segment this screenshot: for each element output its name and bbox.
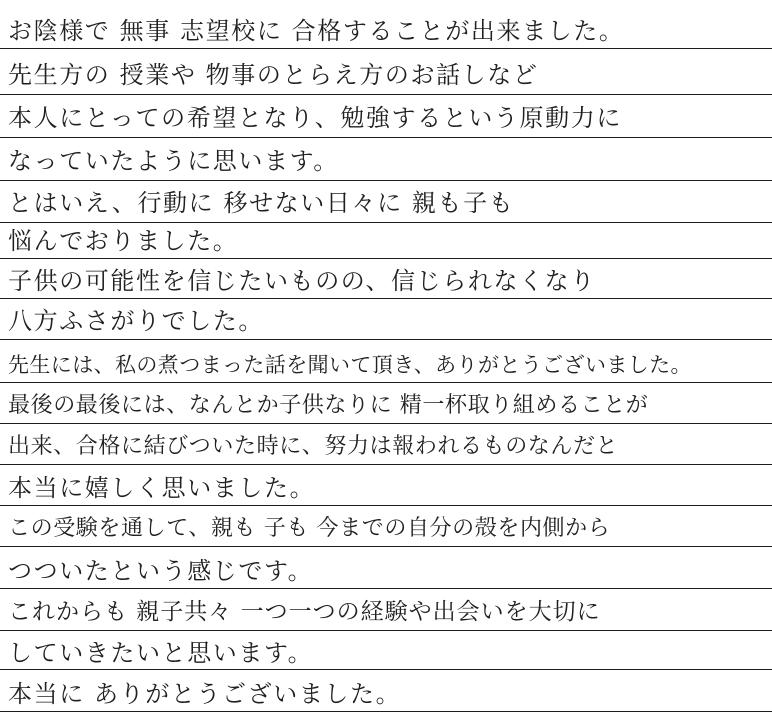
ruled-line — [0, 339, 772, 340]
letter-line: 先生方の 授業や 物事のとらえ方のお話しなど — [8, 61, 539, 89]
ruled-line — [0, 546, 772, 547]
ruled-line — [0, 222, 772, 223]
ruled-line — [0, 588, 772, 589]
letter-line: 最後の最後には、なんとか子供なりに 精一杯取り組めることが — [8, 393, 649, 418]
letter-line: 子供の可能性を信じたいものの、信じられなくなり — [8, 267, 596, 295]
letter-line: 先生には、私の煮つまった話を聞いて頂き、ありがとうございました。 — [8, 353, 692, 377]
ruled-line — [0, 48, 772, 49]
letter-line: 悩んでおりました。 — [8, 227, 239, 255]
letter-line: していきたいと思います。 — [8, 639, 314, 667]
ruled-line — [0, 630, 772, 631]
ruled-line — [0, 423, 772, 424]
ruled-line — [0, 258, 772, 259]
letter-line: これからも 親子共々 一つ一つの経験や出会いを大切に — [8, 599, 601, 625]
ruled-line — [0, 505, 772, 506]
letter-line: 本人にとっての希望となり、勉強するという原動力に — [8, 104, 622, 132]
letter-line: とはいえ、行動に 移せない日々に 親も子も — [8, 189, 515, 217]
letter-line: お陰様で 無事 志望校に 合格することが出来ました。 — [8, 17, 625, 45]
ruled-line — [0, 94, 772, 95]
letter-line: 本当に ありがとうございました。 — [8, 680, 402, 708]
letter-line: なっていたように思います。 — [8, 147, 339, 175]
letter-line: 八方ふさがりでした。 — [8, 307, 264, 335]
ruled-line — [0, 464, 772, 465]
letter-line: つついたという感じです。 — [8, 557, 314, 585]
ruled-line — [0, 669, 772, 670]
ruled-line — [0, 137, 772, 138]
ruled-line — [0, 180, 772, 181]
letter-line: 本当に嬉しく思いました。 — [8, 474, 316, 502]
ruled-line — [0, 711, 772, 712]
letter-line: この受験を通して、親も 子も 今までの自分の殻を内側から — [8, 516, 611, 541]
ruled-line — [0, 298, 772, 299]
ruled-line — [0, 382, 772, 383]
letter-line: 出来、合格に結びついた時に、努力は報われるものなんだと — [8, 434, 619, 459]
